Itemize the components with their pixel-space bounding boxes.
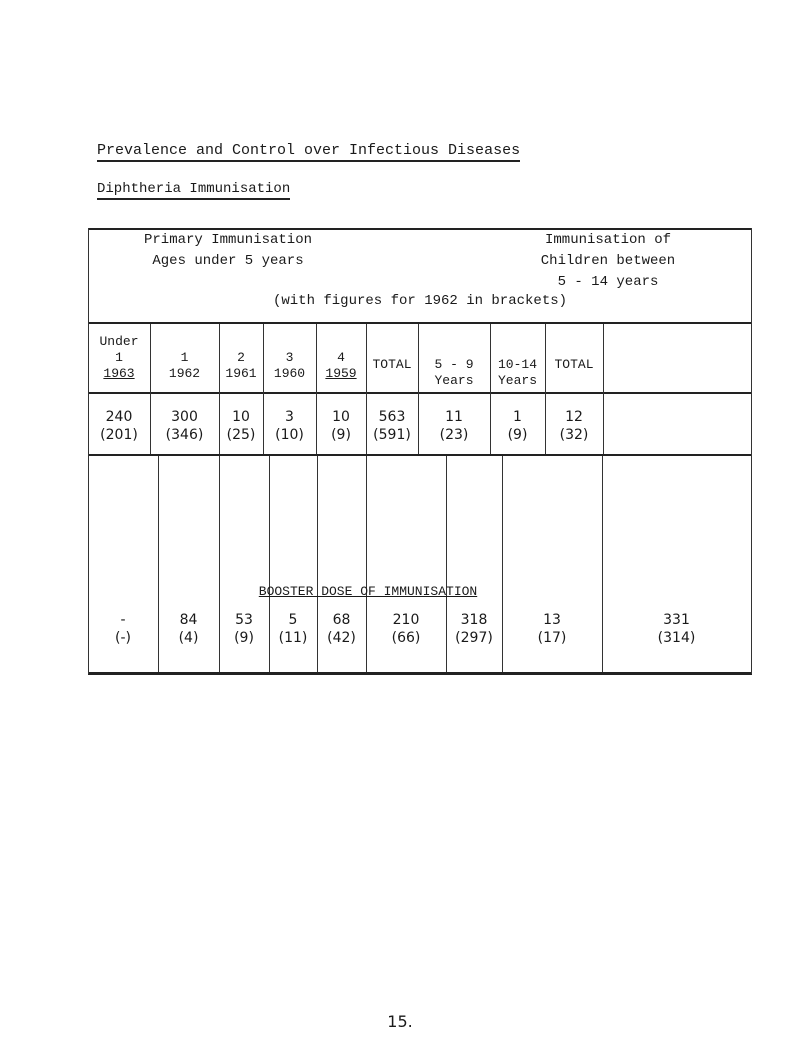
cell-bracket: (591): [373, 427, 411, 443]
booster-cell: [219, 611, 269, 647]
booster-cell: [269, 611, 317, 647]
header-separator: [88, 322, 752, 324]
booster-cell: [502, 611, 602, 647]
column-header-line3: Years: [434, 373, 474, 388]
booster-dose-label: BOOSTER DOSE OF IMMUNISATION: [258, 584, 478, 599]
column-header-line2: 5 - 9: [434, 357, 474, 372]
column-header: [219, 350, 263, 382]
column-header-line2: 10-14: [497, 357, 537, 372]
cell-value: -: [120, 612, 126, 628]
column-header: [263, 350, 316, 382]
column-header-line2: 2: [237, 350, 245, 365]
cell-bracket: (66): [391, 630, 421, 646]
cell-bracket: (10): [275, 427, 304, 443]
booster-cell: [317, 611, 366, 647]
primary-cell: [219, 408, 263, 444]
page-title: Prevalence and Control over Infectious Diseases: [97, 142, 520, 162]
column-header-separator: [88, 392, 752, 394]
cell-bracket: (11): [278, 630, 308, 646]
page-number: 15.: [387, 1012, 413, 1031]
cell-bracket: (17): [537, 630, 567, 646]
intro-right-line1: Immunisation of: [544, 232, 672, 248]
primary-cell: [316, 408, 366, 444]
column-header-line2: TOTAL: [554, 357, 594, 372]
immunisation-table: [88, 228, 752, 672]
cell-bracket: (32): [559, 427, 589, 443]
cell-value: 13: [543, 612, 561, 628]
cell-bracket: (4): [178, 630, 199, 646]
column-header: [150, 350, 219, 382]
bracket-note: (with figures for 1962 in brackets): [272, 293, 568, 309]
column-header-line3: 1960: [273, 366, 306, 381]
cell-value: 3: [285, 409, 294, 425]
column-header-line3: 1961: [225, 366, 257, 381]
cell-value: 210: [392, 612, 420, 628]
table-bottom-border: [88, 672, 752, 675]
column-header-line2: 4: [337, 350, 345, 365]
column-header: [490, 357, 545, 389]
column-header-line3: Years: [497, 373, 537, 388]
booster-cell: [602, 611, 751, 647]
intro-left-line1: Primary Immunisation: [143, 232, 313, 248]
column-header: [88, 334, 150, 382]
cell-value: 5: [288, 612, 298, 628]
cell-bracket: (346): [165, 427, 204, 443]
booster-cell: [366, 611, 446, 647]
primary-cell: [545, 408, 603, 444]
cell-bracket: (23): [439, 427, 469, 443]
column-header: [316, 350, 366, 382]
cell-value: 12: [565, 409, 583, 425]
booster-cell: [158, 611, 219, 647]
booster-cell: [88, 611, 158, 647]
cell-value: 10: [332, 409, 350, 425]
cell-value: 68: [332, 612, 351, 628]
primary-cell: [88, 408, 150, 444]
column-header-line3: 1963: [103, 366, 135, 381]
booster-cell: [446, 611, 502, 647]
cell-bracket: (297): [455, 630, 493, 646]
primary-cell: [418, 408, 490, 444]
cell-value: 563: [378, 409, 406, 425]
cell-bracket: (9): [507, 427, 528, 443]
cell-value: 331: [663, 612, 690, 628]
cell-value: 10: [232, 409, 250, 425]
cell-bracket: (-): [115, 630, 131, 646]
cell-bracket: (9): [234, 630, 254, 646]
cell-value: 11: [445, 409, 463, 425]
column-header-line2: 3: [285, 350, 294, 365]
primary-cell: [263, 408, 316, 444]
cell-value: 300: [171, 409, 198, 425]
col-divider: [603, 324, 604, 454]
column-header-line2: TOTAL: [372, 357, 412, 372]
cell-bracket: (201): [100, 427, 138, 443]
column-header-line3: 1959: [325, 366, 357, 381]
cell-value: 53: [235, 612, 253, 628]
cell-bracket: (314): [657, 630, 696, 646]
column-header-total: [366, 357, 418, 373]
column-header-line1: Under: [99, 334, 139, 349]
primary-cell: [366, 408, 418, 444]
primary-row-separator: [88, 454, 752, 456]
intro-left-line2: Ages under 5 years: [152, 253, 304, 269]
cell-bracket: (25): [226, 427, 256, 443]
intro-right-line2: Children between: [540, 253, 676, 269]
cell-value: 318: [460, 612, 488, 628]
cell-bracket: (42): [327, 630, 356, 646]
column-header-line2: 1: [115, 350, 123, 365]
primary-immunisation-heading: [118, 230, 338, 272]
section-subtitle: Diphtheria Immunisation: [97, 181, 290, 200]
cell-value: 240: [105, 409, 133, 425]
primary-cell: [150, 408, 219, 444]
cell-bracket: (9): [331, 427, 351, 443]
children-immunisation-heading: [448, 230, 768, 293]
primary-cell: [490, 408, 545, 444]
column-header-line2: 1: [180, 350, 189, 365]
cell-value: 84: [179, 612, 198, 628]
column-header-line3: 1962: [168, 366, 201, 381]
cell-value: 1: [513, 409, 522, 425]
column-header: [418, 357, 490, 389]
column-header-total: [545, 357, 603, 373]
intro-right-line3: 5 - 14 years: [557, 274, 659, 290]
